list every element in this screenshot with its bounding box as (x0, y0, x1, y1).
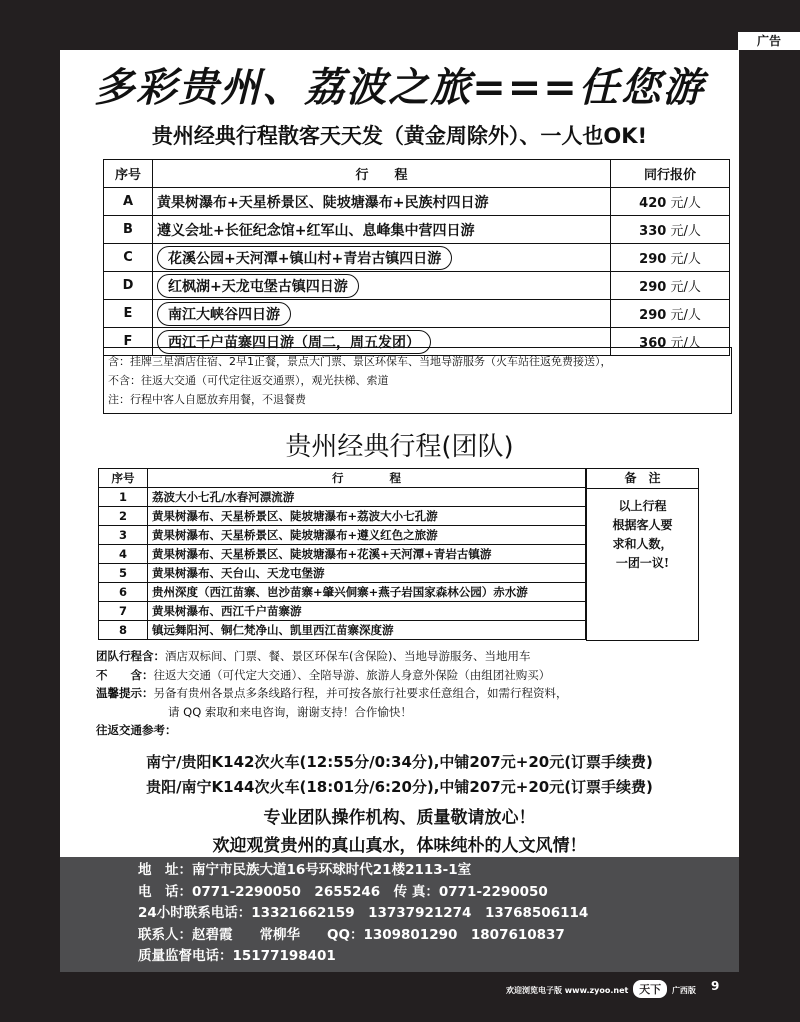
table-header-row (99, 469, 586, 488)
contact-panel (60, 857, 739, 972)
subhead: 贵州经典行程散客天天发（黄金周除外）、一人也OK! (151, 124, 648, 148)
remark-line: 根据客人要 (612, 518, 673, 532)
row-route (153, 300, 611, 328)
row-id: 8 (99, 621, 148, 640)
slogan: 专业团队操作机构、质量敬请放心！ (263, 808, 536, 828)
route-pill: 花溪公园+天河潭+镇山村+青岩古镇四日游 (157, 246, 452, 270)
price-unit: 元/人 (670, 196, 701, 211)
headline: 多彩贵州、荔波之旅===任您游 (94, 64, 705, 111)
excludes-line (96, 666, 726, 685)
table-row (99, 507, 586, 526)
row-price (611, 300, 730, 328)
row-route: 黄果树瀑布、天星桥景区、陡坡塘瀑布+遵义红色之旅游 (148, 526, 586, 545)
remark-body (587, 489, 698, 581)
row-route (153, 272, 611, 300)
row-price (611, 216, 730, 244)
remark-box (586, 468, 699, 641)
row-price (611, 244, 730, 272)
column-header: 同行报价 (611, 160, 730, 188)
price-value: 420 (639, 196, 667, 211)
transport-label: 往返交通参考： (96, 723, 177, 737)
row-id: A (104, 188, 153, 216)
table-row (99, 526, 586, 545)
ad-page (60, 50, 739, 972)
column-header: 行 程 (148, 469, 586, 488)
group-notes (96, 647, 726, 740)
row-id: 1 (99, 488, 148, 507)
remark-header: 备 注 (587, 469, 698, 489)
table-header-row (104, 160, 730, 188)
includes-label: 团队行程含： (96, 649, 165, 663)
row-route: 黄果树瀑布、天星桥景区、陡坡塘瀑布+花溪+天河潭+青岩古镇游 (148, 545, 586, 564)
price-value: 330 (639, 224, 667, 239)
tip-text: 另备有贵州各景点多条线路行程，并可按各旅行社要求任意组合，如需行程资料， (153, 686, 568, 700)
row-id: D (104, 272, 153, 300)
row-route: 贵州深度（西江苗寨、岜沙苗寨+肇兴侗寨+燕子岩国家森林公园）赤水游 (148, 583, 586, 602)
contact-line: 24小时联系电话：13321662159 13737921274 13768506114 (138, 905, 589, 921)
price-unit: 元/人 (670, 252, 701, 267)
row-route: 黄果树瀑布、西江千户苗寨游 (148, 602, 586, 621)
table-row (104, 300, 730, 328)
table-row (99, 602, 586, 621)
train-line: 南宁/贵阳K142次火车(12:55分/0:34分),中铺207元+20元(订票手续费) (146, 753, 653, 771)
tip-line-2: 请 QQ 索取和来电咨询，谢谢支持！合作愉快！ (168, 704, 412, 719)
route-pill: 红枫湖+天龙屯堡古镇四日游 (157, 274, 359, 298)
excludes-text: 往返大交通（可代定大交通）、全陪导游、旅游人身意外保险（由组团社购买） (153, 667, 551, 682)
tip-line (96, 684, 726, 703)
row-id: 7 (99, 602, 148, 621)
price-unit: 元/人 (670, 280, 701, 295)
row-route: 黄果树瀑布+天星桥景区、陡坡塘瀑布+民族村四日游 (153, 188, 611, 216)
note-line: 注：行程中客人自愿放弃用餐，不退餐费 (108, 393, 306, 406)
row-route: 黄果树瀑布、天星桥景区、陡坡塘瀑布+荔波大小七孔游 (148, 507, 586, 526)
column-header: 行 程 (153, 160, 611, 188)
row-id: 6 (99, 583, 148, 602)
row-id: 3 (99, 526, 148, 545)
footer (506, 980, 696, 996)
price-unit: 元/人 (670, 224, 701, 239)
column-header: 序号 (99, 469, 148, 488)
remark-line: 一团一议! (615, 556, 670, 570)
price-unit: 元/人 (670, 308, 701, 323)
price-value: 360 (639, 336, 667, 351)
footer-text: 欢迎浏览电子版 www.zyoo.net (506, 986, 629, 995)
row-id: 5 (99, 564, 148, 583)
group-tours-table (98, 468, 586, 640)
includes-text: 酒店双标间、门票、餐、景区环保车(含保险)、当地导游服务、当地用车 (165, 649, 531, 663)
price-value: 290 (639, 308, 667, 323)
group-section-title: 贵州经典行程(团队) (285, 432, 514, 462)
row-price (611, 188, 730, 216)
tip-label: 温馨提示： (96, 686, 154, 700)
contact-line: 质量监督电话：15177198401 (138, 948, 336, 964)
row-route (153, 244, 611, 272)
price-value: 290 (639, 252, 667, 267)
train-line: 贵阳/南宁K144次火车(18:01分/6:20分),中铺207元+20元(订票手续费) (146, 778, 653, 796)
note-line: 含：挂牌三星酒店住宿、2早1正餐，景点大门票、景区环保车、当地导游服务（火车站往返免费接送）， (108, 355, 612, 368)
tianxia-logo: 天下 (633, 980, 667, 998)
contact-line: 联系人：赵碧霞 常柳华 QQ：1309801290 1807610837 (138, 926, 565, 943)
row-id: B (104, 216, 153, 244)
slogan: 欢迎观赏贵州的真山真水，体味纯朴的人文风情！ (212, 836, 587, 856)
price-value: 290 (639, 280, 667, 295)
table-row (99, 564, 586, 583)
row-route: 遵义会址+长征纪念馆+红军山、息峰集中营四日游 (153, 216, 611, 244)
row-route: 黄果树瀑布、天台山、天龙屯堡游 (148, 564, 586, 583)
row-route: 镇远舞阳河、铜仁梵净山、凯里西江苗寨深度游 (148, 621, 586, 640)
row-id: E (104, 300, 153, 328)
row-id: C (104, 244, 153, 272)
remark-line: 以上行程 (618, 499, 667, 513)
table-row (104, 272, 730, 300)
includes-line (96, 647, 726, 666)
route-pill: 西江千户苗寨四日游（周二，周五发团） (157, 330, 431, 354)
transport-line (96, 721, 726, 740)
footer-edition: 广西版 (671, 986, 696, 995)
row-id: 4 (99, 545, 148, 564)
remark-line: 求和人数， (612, 537, 673, 551)
row-price (611, 272, 730, 300)
table-row (104, 216, 730, 244)
table-row (99, 583, 586, 602)
row-id: F (104, 328, 153, 356)
page-number: 9 (711, 979, 720, 993)
table-row (99, 488, 586, 507)
table-row (104, 188, 730, 216)
table-row (99, 545, 586, 564)
route-pill: 南江大峡谷四日游 (157, 302, 291, 326)
ad-label: 广告 (738, 32, 800, 50)
row-id: 2 (99, 507, 148, 526)
contact-line: 地 址：南宁市民族大道16号环球时代21楼2113-1室 (138, 862, 472, 878)
row-route: 荔波大小七孔/水春河漂流游 (148, 488, 586, 507)
excludes-label: 不 含： (96, 667, 154, 682)
contact-line: 电 话：0771-2290050 2655246 传 真：0771-2290050 (138, 883, 548, 900)
price-unit: 元/人 (670, 336, 701, 351)
individual-notes (103, 347, 732, 414)
individual-tours-table (103, 159, 730, 356)
table-row (104, 244, 730, 272)
train-info (60, 750, 739, 800)
note-line: 不含：往返大交通（可代定往返交通票），观光扶梯、索道 (108, 374, 389, 387)
table-row (99, 621, 586, 640)
column-header: 序号 (104, 160, 153, 188)
